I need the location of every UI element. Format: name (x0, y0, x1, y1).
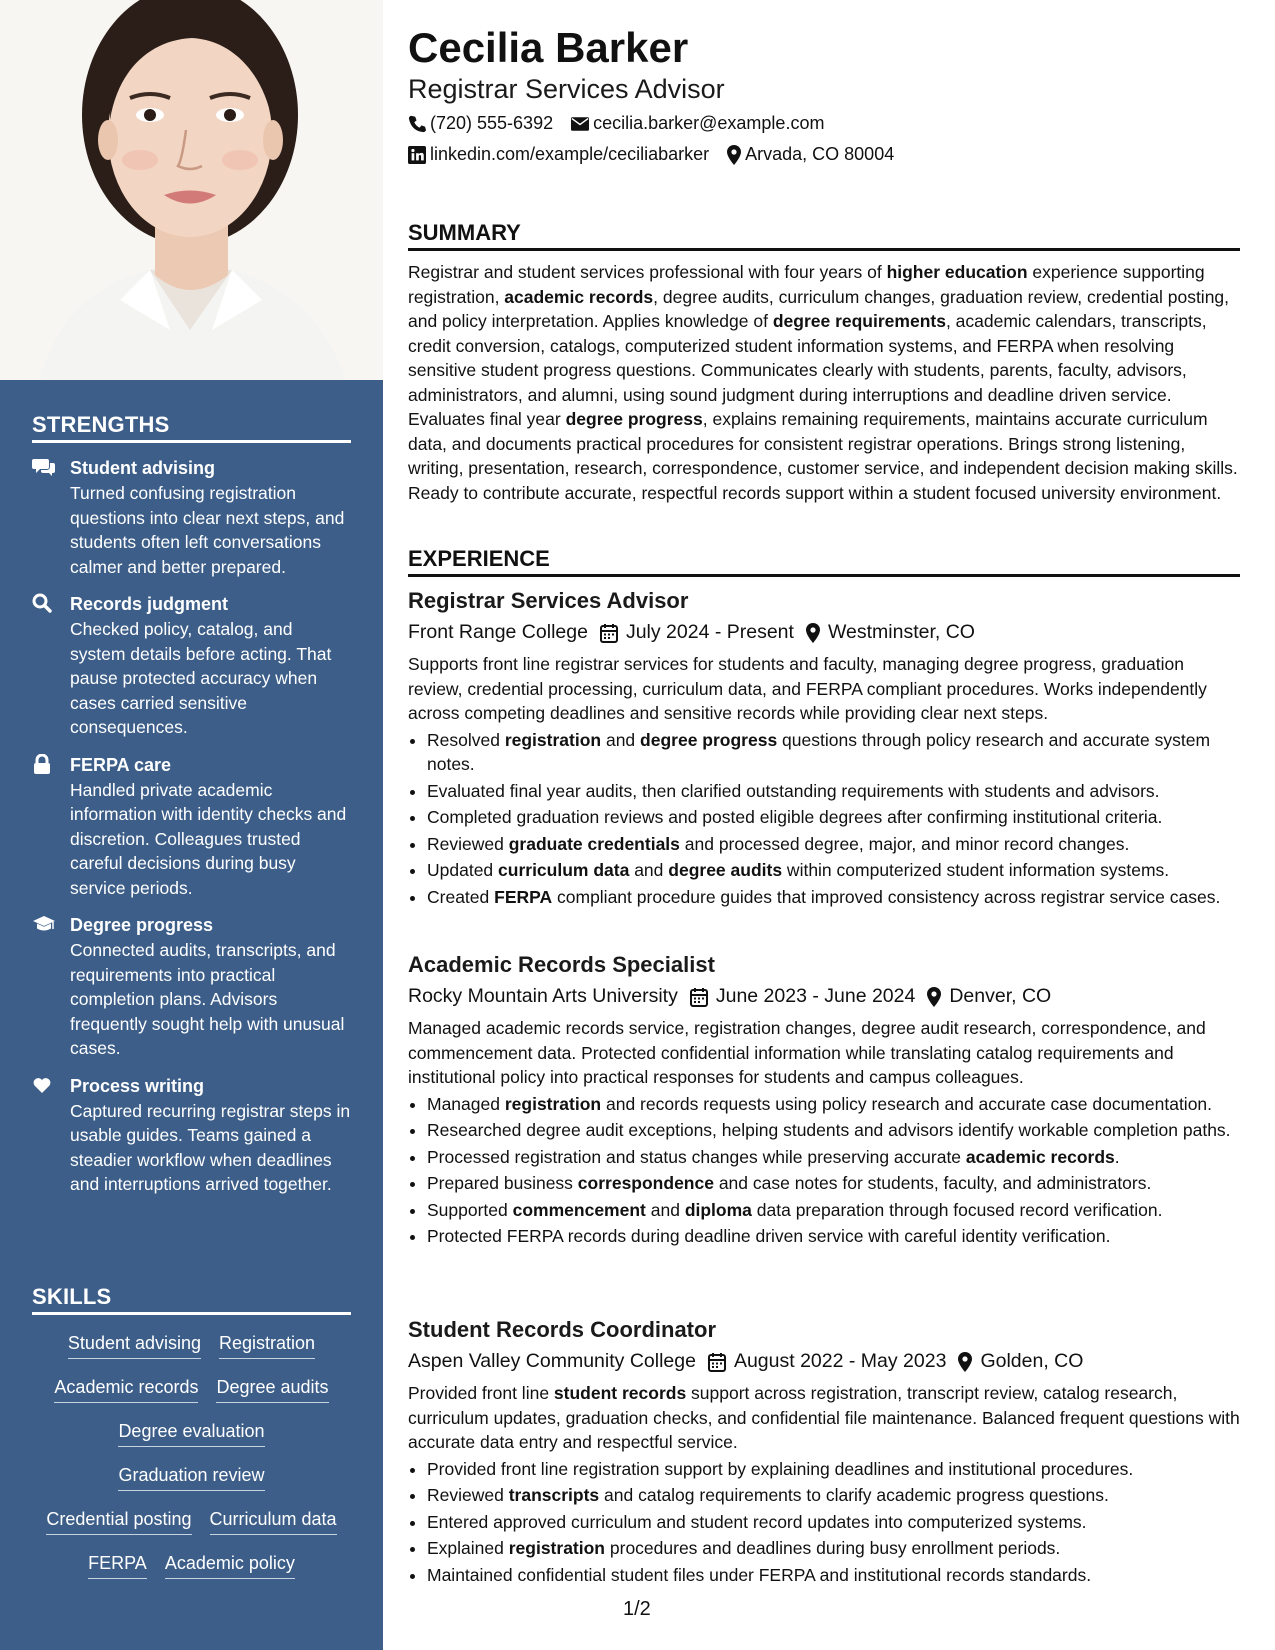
candidate-role: Registrar Services Advisor (408, 74, 725, 104)
heart-icon (32, 1073, 70, 1197)
job-title: Student Records Coordinator (408, 1317, 717, 1342)
strengths-section (32, 412, 351, 1197)
strengths-heading: STRENGTHS (32, 412, 351, 443)
envelope-icon (571, 117, 589, 131)
bullet-item: • Prepared business correspondence and case notes for students, faculty, and administrators. (427, 1171, 1240, 1196)
skills-section (32, 1284, 351, 1587)
job-org: Aspen Valley Community College (408, 1350, 696, 1372)
skill-tag: Degree audits (216, 1372, 328, 1403)
bullet-item: • Protected FERPA records during deadline driven service with careful identity verification. (427, 1224, 1240, 1249)
job-description: Provided front line student records support across registration, transcript review, catalog research, curriculum updates, graduation checks, and confidential file maintenance. Balanced frequent questions with accurate data entry and respectful service. (408, 1383, 1240, 1452)
summary-text: Registrar and student services professional with four years of higher education experience supporting registration, academic records, degree audits, curriculum changes, graduation review, credential posting, and policy interpretation. Applies knowledge of degree requirements, academic calendars, transcripts, credit conversion, catalogs, computerized student information systems, and FERPA when resolving sensitive student progress questions. Communicates clearly with students, parents, faculty, advisors, administrators, and alumni, using sound judgment during interruptions and deadline driven service. Evaluates final year degree progress, explains remaining requirements, maintains accurate curriculum data, and documents practical procedures for consistent registrar operations. Brings strong listening, writing, presentation, research, correspondence, customer service, and independent decision making skills. Ready to contribute accurate, respectful records support within a student focused university environment. (408, 262, 1238, 503)
candidate-name: Cecilia Barker (408, 24, 689, 71)
skill-tag: Academic records (54, 1372, 198, 1403)
profile-photo (0, 0, 383, 380)
bullet-item: • Provided front line registration support by explaining deadlines and institutional procedures. (427, 1457, 1240, 1482)
job-dates: August 2022 - May 2023 (708, 1350, 946, 1373)
search-icon (32, 591, 70, 740)
skill-tag: Degree evaluation (118, 1416, 264, 1447)
linkedin-icon (408, 146, 426, 164)
job-meta (408, 985, 1240, 1008)
skills-list (32, 1323, 351, 1587)
strength-item (32, 455, 351, 579)
job-title: Academic Records Specialist (408, 952, 715, 977)
chat-bubbles-icon (32, 455, 70, 579)
job-org: Rocky Mountain Arts University (408, 985, 678, 1007)
map-pin-icon (806, 623, 820, 643)
calendar-icon (708, 1352, 726, 1372)
bullet-item: • Supported commencement and diploma data preparation through focused record verification. (427, 1198, 1240, 1223)
skill-tag: FERPA (88, 1548, 147, 1579)
sidebar (0, 0, 383, 1650)
strength-item (32, 1073, 351, 1197)
contact-row (408, 113, 842, 134)
bullet-item: • Maintained confidential student files under FERPA and institutional records standards. (427, 1563, 1240, 1588)
job-entry (408, 1316, 1240, 1589)
email-contact[interactable] (571, 113, 824, 134)
bullet-item: • Processed registration and status changes while preserving accurate academic records. (427, 1145, 1240, 1170)
bullet-item: • Reviewed graduate credentials and processed degree, major, and minor record changes. (427, 832, 1240, 857)
strength-title: Degree progress (70, 915, 214, 935)
job-meta (408, 621, 1240, 644)
strength-title: Process writing (70, 1075, 205, 1096)
job-bullets (408, 1092, 1240, 1249)
bullet-item: • Researched degree audit exceptions, helping students and advisors identify workable completion paths. (427, 1118, 1240, 1143)
linkedin-text: linkedin.com/example/ceciliabarker (430, 144, 710, 164)
calendar-icon (690, 987, 708, 1007)
phone-text: (720) 555-6392 (430, 113, 554, 133)
strength-desc: Handled private academic information with identity checks and discretion. Colleagues trusted careful decisions during busy service periods. (70, 779, 347, 898)
skill-tag: Curriculum data (210, 1504, 337, 1535)
experience-heading: EXPERIENCE (408, 546, 1240, 577)
location-contact (727, 144, 894, 165)
job-description: Managed academic records service, registration changes, degree audit research, correspondence, and commencement data. Protected confidential information while translating catalog requirements and institutional policy into practical responses for students and campus colleagues. (408, 1018, 1206, 1087)
strength-desc: Checked policy, catalog, and system details before acting. That pause protected accuracy when cases carried sensitive consequences. (70, 619, 332, 737)
strength-item (32, 591, 351, 740)
bullet-item: • Managed registration and records requests using policy research and accurate case documentation. (427, 1092, 1240, 1117)
location-text: Arvada, CO 80004 (745, 144, 895, 164)
job-dates: July 2024 - Present (600, 621, 794, 644)
linkedin-contact[interactable] (408, 144, 709, 165)
job-location: Westminster, CO (806, 621, 975, 644)
bullet-item: • Completed graduation reviews and posted eligible degrees after confirming institutional criteria. (427, 805, 1240, 830)
job-description: Supports front line registrar services for students and faculty, managing degree progress, graduation review, credential processing, curriculum data, and FERPA compliant procedures. Works independently across competing deadlines and sensitive records while providing clear next steps. (408, 654, 1207, 723)
graduation-cap-icon (32, 912, 70, 1061)
bullet-item: • Updated curriculum data and degree audits within computerized student information systems. (427, 858, 1240, 883)
strength-item (32, 912, 351, 1061)
bullet-item: • Created FERPA compliant procedure guides that improved consistency across registrar service cases. (427, 885, 1240, 910)
bullet-item: • Entered approved curriculum and student record updates into computerized systems. (427, 1510, 1240, 1535)
skill-tag: Credential posting (46, 1504, 191, 1535)
job-entry (408, 587, 1240, 911)
skill-tag: Academic policy (165, 1548, 295, 1579)
job-location: Denver, CO (927, 985, 1051, 1008)
summary-heading: SUMMARY (408, 220, 1240, 251)
bullet-item: • Evaluated final year audits, then clarified outstanding requirements with students and advisors. (427, 779, 1240, 804)
job-location: Golden, CO (958, 1350, 1083, 1373)
strength-desc: Turned confusing registration questions into clear next steps, and students often left conversations calmer and better prepared. (70, 483, 345, 577)
job-title: Registrar Services Advisor (408, 588, 689, 613)
job-bullets (408, 1457, 1240, 1588)
bullet-item: • Explained registration procedures and deadlines during busy enrollment periods. (427, 1536, 1240, 1561)
job-entry (408, 951, 1240, 1251)
skill-tag: Student advising (68, 1328, 201, 1359)
strength-item (32, 752, 351, 901)
phone-icon (408, 115, 426, 133)
calendar-icon (600, 623, 618, 643)
strength-desc: Captured recurring registrar steps in usable guides. Teams gained a steadier workflow when deadlines and interruptions arrived together. (70, 1100, 351, 1194)
strength-title: FERPA care (70, 754, 172, 775)
strength-desc: Connected audits, transcripts, and requirements into practical completion plans. Advisors frequently sought help with unusual cases. (70, 940, 345, 1058)
strength-title: Records judgment (70, 594, 229, 614)
strength-title: Student advising (70, 458, 216, 478)
map-pin-icon (958, 1352, 972, 1372)
job-org: Front Range College (408, 621, 588, 643)
job-meta (408, 1350, 1240, 1373)
skill-tag: Graduation review (118, 1460, 264, 1491)
skill-tag: Registration (219, 1328, 315, 1359)
contact-row-2 (408, 144, 912, 165)
email-text: cecilia.barker@example.com (593, 113, 825, 133)
phone-contact[interactable] (408, 113, 553, 134)
job-dates: June 2023 - June 2024 (690, 985, 916, 1008)
bullet-item: • Resolved registration and degree progress questions through policy research and accurate system notes. (427, 728, 1240, 777)
job-bullets (408, 728, 1240, 910)
skills-heading: SKILLS (32, 1284, 351, 1315)
map-pin-icon (727, 145, 741, 165)
lock-icon (32, 752, 70, 901)
page-number: 1/2 (623, 1598, 651, 1620)
bullet-item: • Reviewed transcripts and catalog requirements to clarify academic progress questions. (427, 1483, 1240, 1508)
map-pin-icon (927, 987, 941, 1007)
